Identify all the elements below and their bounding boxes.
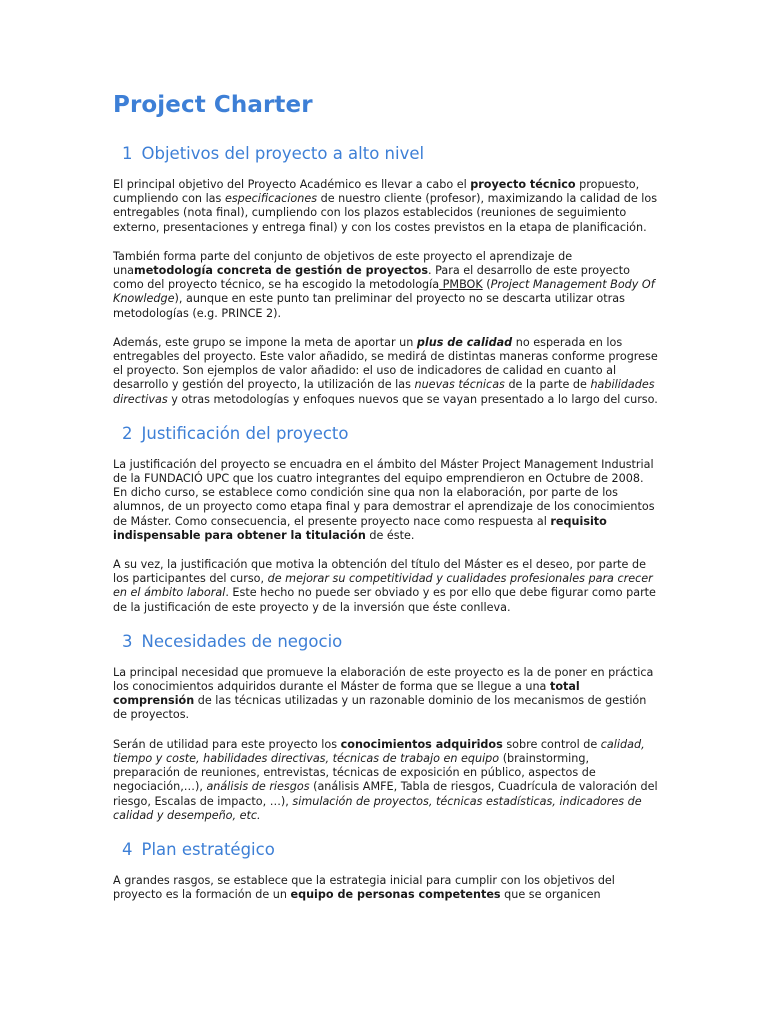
page-title: Project Charter <box>113 92 313 118</box>
italic-text: nuevas técnicas <box>414 378 505 392</box>
text-run: A su vez, la justificación que motiva la obtención del título del Máster es el deseo, por parte de los participantes del curso, <box>113 558 646 586</box>
section-number: 3 <box>122 631 133 651</box>
text-run: que se organicen <box>500 888 601 902</box>
italic-text: especificaciones <box>224 192 318 206</box>
section-heading-text: Necesidades de negocio <box>141 631 343 651</box>
italic-text: Project Management Body Of Knowledge <box>113 278 655 306</box>
text-run: sobre control de <box>502 737 601 751</box>
text-run: de éste. <box>365 528 415 542</box>
text-run: (análisis AMFE, Tabla de riesgos, Cuadrícula de valoración del riesgo, Escalas de impacto, …), <box>113 780 658 808</box>
body-paragraph <box>113 558 658 615</box>
section-heading <box>122 632 658 651</box>
document-body <box>113 92 658 919</box>
emphasis-text: plus de calidad <box>416 335 513 349</box>
body-paragraph <box>113 666 658 723</box>
section-number: 1 <box>122 144 133 163</box>
text-run: y otras metodologías y enfoques nuevos que se vayan presentado a lo largo del curso. <box>167 392 658 406</box>
sections-container <box>113 144 658 902</box>
body-paragraph <box>113 874 658 902</box>
section-heading-text: Justificación del proyecto <box>141 423 349 443</box>
italic-text: de mejorar su competitividad y cualidades profesionales para crecer en el ámbito laboral <box>113 572 653 600</box>
bold-text: total comprensión <box>113 680 580 708</box>
text-run: no esperada en los entregables del proyecto. Este valor añadido, se medirá de distintas maneras conforme progrese el proyecto. Son ejemplos de valor añadido: el uso de indicadores de calidad en cuanto al desarrollo y gestión del proyecto, la utilización de las <box>113 335 658 392</box>
section-heading <box>122 424 658 443</box>
text-run: de la parte de <box>504 378 591 392</box>
section-heading <box>122 840 658 859</box>
text-run: Serán de utilidad para este proyecto los <box>113 737 341 751</box>
text-run: de nuestro cliente (profesor), maximizando la calidad de los entregables (nota final), cumpliendo con los plazos establecidos (reuniones de seguimiento externo, presentaciones y entrega final) y con los costes previstos en la etapa de planificación. <box>113 192 658 234</box>
italic-text: calidad, tiempo y coste, habilidades directivas, técnicas de trabajo en equipo <box>113 737 645 765</box>
italic-text: habilidades directivas <box>113 378 655 406</box>
italic-text: análisis de riesgos <box>206 780 310 794</box>
text-run: de las técnicas utilizadas y un razonable dominio de los mecanismos de gestión de proyectos. <box>113 694 647 722</box>
text-run: . Para el desarrollo de este proyecto como del proyecto técnico, se ha escogido la metodología <box>113 264 630 292</box>
body-paragraph <box>113 250 658 321</box>
section-number: 2 <box>122 423 133 443</box>
body-paragraph <box>113 336 658 407</box>
bold-text: conocimientos adquiridos <box>340 737 503 751</box>
text-run: La justificación del proyecto se encuadra en el ámbito del Máster Project Management Industrial de la FUNDACIÓ UPC que los cuatro integrantes del equipo emprendieron en Octubre de 2008. En dicho curso, se establece como condición sine qua non la elaboración, por parte de los alumnos, de un proyecto como etapa final y para demostrar el aprendizaje de los conocimientos de Máster. Como consecuencia, el presente proyecto nace como respuesta al <box>113 457 655 528</box>
text-run: . Este hecho no puede ser obviado y es por ello que debe figurar como parte de la justificación de este proyecto y de la inversión que éste conlleva. <box>113 586 656 614</box>
link-text[interactable]: PMBOK <box>439 278 483 292</box>
body-paragraph <box>113 738 658 823</box>
text-run: El principal objetivo del Proyecto Académico es llevar a cabo el <box>113 178 471 191</box>
text-run: propuesto, cumpliendo con las <box>113 178 640 206</box>
body-paragraph <box>113 178 658 235</box>
italic-text: simulación de proyectos, técnicas estadísticas, indicadores de calidad y desempeño, etc. <box>113 794 642 822</box>
text-run: A grandes rasgos, se establece que la estrategia inicial para cumplir con los objetivos del proyecto es la formación de un <box>113 873 615 902</box>
text-run: ( <box>482 278 491 292</box>
section-number: 4 <box>122 839 133 859</box>
section-heading-text: Plan estratégico <box>141 839 275 859</box>
body-paragraph <box>113 458 658 543</box>
bold-text: proyecto técnico <box>470 178 576 191</box>
bold-text: requisito indispensable para obtener la titulación <box>113 514 607 542</box>
bold-text: equipo de personas competentes <box>290 888 501 902</box>
section-heading <box>122 144 658 163</box>
text-run: Además, este grupo se impone la meta de aportar un <box>113 335 417 349</box>
text-run: También forma parte del conjunto de objetivos de este proyecto el aprendizaje de una <box>113 249 573 278</box>
section-heading-text: Objetivos del proyecto a alto nivel <box>141 144 425 163</box>
text-run: (brainstorming, preparación de reuniones, entrevistas, técnicas de exposición en público, aspectos de negociación,…), <box>113 751 596 794</box>
text-run: La principal necesidad que promueve la elaboración de este proyecto es la de poner en práctica los conocimientos adquiridos durante el Máster de forma que se llegue a una <box>113 665 654 694</box>
bold-text: metodología concreta de gestión de proyectos <box>134 264 429 278</box>
text-run: ), aunque en este punto tan preliminar del proyecto no se descarta utilizar otras metodologías (e.g. PRINCE 2). <box>113 292 625 320</box>
